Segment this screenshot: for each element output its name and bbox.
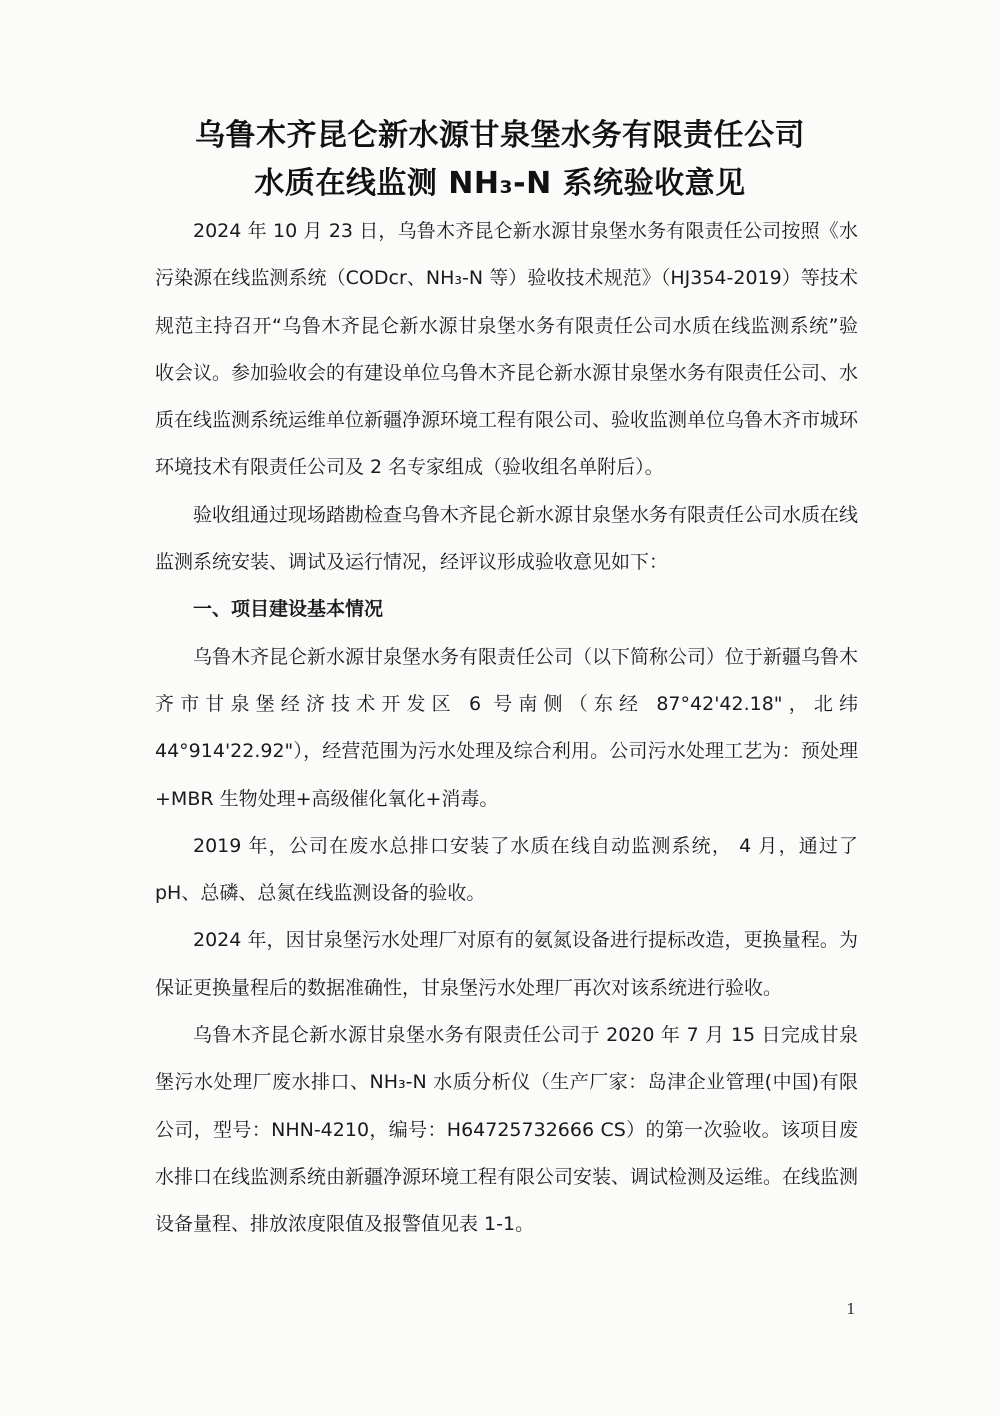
- document-title: [0, 112, 1000, 208]
- paragraph-meeting-intro: 2024 年 10 月 23 日，乌鲁木齐昆仑新水源甘泉堡水务有限责任公司按照《水污染源在线监测系统（CODcr、NH₃-N 等）验收技术规范》（HJ354-2019）等技术规范主持召开“乌鲁木齐昆仑新水源甘泉堡水务有限责任公司水质在线监测系统”验收会议。参加验收会的有建设单位乌鲁木齐昆仑新水源甘泉堡水务有限责任公司、水质在线监测系统运维单位新疆净源环境工程有限公司、验收监测单位乌鲁木齐市城环环境技术有限责任公司及 2 名专家组成（验收组名单附后）。: [155, 220, 859, 479]
- page-number: 1: [846, 1300, 856, 1318]
- title-line-1: 乌鲁木齐昆仑新水源甘泉堡水务有限责任公司: [195, 118, 805, 153]
- title-line-2: 水质在线监测 NH₃-N 系统验收意见: [254, 166, 746, 201]
- paragraph-2019: 2019 年，公司在废水总排口安装了水质在线自动监测系统， 4 月，通过了 pH、总磷、总氮在线监测设备的验收。: [155, 834, 858, 905]
- section-heading: 一、项目建设基本情况: [193, 598, 384, 621]
- paragraph-inspection: 验收组通过现场踏勘检查乌鲁木齐昆仑新水源甘泉堡水务有限责任公司水质在线监测系统安装、调试及运行情况，经评议形成验收意见如下：: [155, 503, 859, 574]
- paragraph-2024: 2024 年，因甘泉堡污水处理厂对原有的氨氮设备进行提标改造，更换量程。为保证更换量程后的数据准确性，甘泉堡污水处理厂再次对该系统进行验收。: [155, 929, 858, 999]
- paragraph-first-acceptance: 乌鲁木齐昆仑新水源甘泉堡水务有限责任公司于 2020 年 7 月 15 日完成甘泉堡污水处理厂废水排口、NH₃-N 水质分析仪（生产厂家：岛津企业管理(中国)有限公司，型号：NHN-4210，编号：H64725732666 CS）的第一次验收。该项目废水排口在线监测系统由新疆净源环境工程有限公司安装、调试检测及运维。在线监测设备量程、排放浓度限值及报警值见表 1-1。: [155, 1024, 859, 1236]
- paragraph-company-location: 乌鲁木齐昆仑新水源甘泉堡水务有限责任公司（以下简称公司）位于新疆乌鲁木齐市甘泉堡经济技术开发区 6 号南侧（东经 87°42'42.18"，北纬 44°914'22.92"），经营范围为污水处理及综合利用。公司污水处理工艺为：预处理+MBR 生物处理+高级催化氧化+消毒。: [155, 645, 859, 810]
- document-body: [155, 208, 858, 1249]
